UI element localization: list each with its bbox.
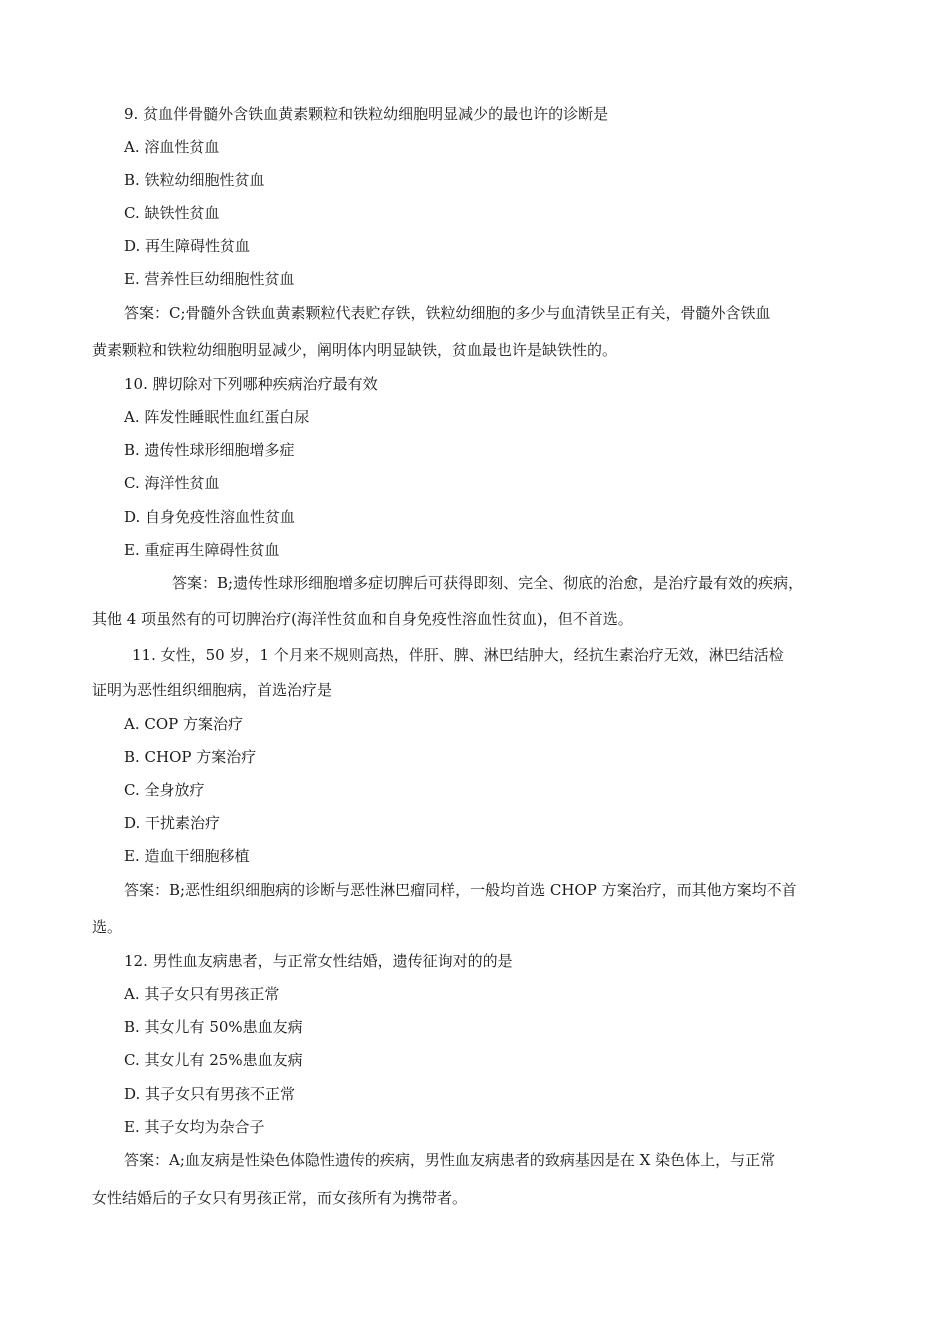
question-11-answer-line-2: 选。 bbox=[92, 918, 123, 936]
question-9-option-e: E. 营养性巨幼细胞性贫血 bbox=[124, 270, 295, 288]
question-12-stem: 12. 男性血友病患者，与正常女性结婚，遗传征询对的的是 bbox=[124, 952, 513, 970]
question-10-option-e: E. 重症再生障碍性贫血 bbox=[124, 541, 280, 559]
question-12-answer-line-2: 女性结婚后的子女只有男孩正常，而女孩所有为携带者。 bbox=[92, 1189, 468, 1207]
question-11-stem-line-1: 11. 女性，50 岁，1 个月来不规则高热，伴肝、脾、淋巴结肿大，经抗生素治疗无效，淋巴结活检 bbox=[132, 646, 784, 664]
question-11-option-e: E. 造血干细胞移植 bbox=[124, 847, 250, 865]
question-9-option-c: C. 缺铁性贫血 bbox=[124, 204, 220, 222]
question-11-option-b: B. CHOP 方案治疗 bbox=[124, 748, 257, 766]
question-12-option-e: E. 其子女均为杂合子 bbox=[124, 1118, 265, 1136]
question-10-answer-line-1: 答案：B;遗传性球形细胞增多症切脾后可获得即刻、完全、彻底的治愈，是治疗最有效的疾病， bbox=[172, 574, 804, 592]
question-11-option-d: D. 干扰素治疗 bbox=[124, 814, 221, 832]
question-10-option-c: C. 海洋性贫血 bbox=[124, 474, 220, 492]
question-9-answer-line-2: 黄素颗粒和铁粒幼细胞明显减少，阐明体内明显缺铁，贫血最也许是缺铁性的。 bbox=[92, 341, 618, 359]
question-11-option-c: C. 全身放疗 bbox=[124, 781, 205, 799]
question-10-option-d: D. 自身免疫性溶血性贫血 bbox=[124, 508, 296, 526]
question-9-option-a: A. 溶血性贫血 bbox=[124, 138, 220, 156]
question-10-stem: 10. 脾切除对下列哪种疾病治疗最有效 bbox=[124, 375, 378, 393]
question-11-answer-line-1: 答案：B;恶性组织细胞病的诊断与恶性淋巴瘤同样，一般均首选 CHOP 方案治疗，而其他方案均不首 bbox=[124, 881, 797, 899]
question-9-option-b: B. 铁粒幼细胞性贫血 bbox=[124, 171, 265, 189]
question-11-stem-line-2: 证明为恶性组织细胞病，首选治疗是 bbox=[92, 681, 333, 699]
question-9-option-d: D. 再生障碍性贫血 bbox=[124, 237, 251, 255]
question-10-answer-line-2: 其他 4 项虽然有的可切脾治疗(海洋性贫血和自身免疫性溶血性贫血)，但不首选。 bbox=[92, 610, 633, 628]
question-12-option-c: C. 其女儿有 25%患血友病 bbox=[124, 1051, 303, 1069]
question-12-option-d: D. 其子女只有男孩不正常 bbox=[124, 1085, 296, 1103]
question-12-option-a: A. 其子女只有男孩正常 bbox=[124, 985, 280, 1003]
question-11-option-a: A. COP 方案治疗 bbox=[124, 715, 244, 733]
question-12-option-b: B. 其女儿有 50%患血友病 bbox=[124, 1018, 303, 1036]
question-10-option-a: A. 阵发性睡眠性血红蛋白尿 bbox=[124, 408, 310, 426]
question-9-answer-line-1: 答案：C;骨髓外含铁血黄素颗粒代表贮存铁，铁粒幼细胞的多少与血清铁呈正有关，骨髓外含铁血 bbox=[124, 304, 771, 322]
question-9-stem: 9. 贫血伴骨髓外含铁血黄素颗粒和铁粒幼细胞明显减少的最也许的诊断是 bbox=[124, 105, 609, 123]
question-10-option-b: B. 遗传性球形细胞增多症 bbox=[124, 441, 295, 459]
question-12-answer-line-1: 答案：A;血友病是性染色体隐性遗传的疾病，男性血友病患者的致病基因是在 X 染色体上，与正常 bbox=[124, 1151, 776, 1169]
